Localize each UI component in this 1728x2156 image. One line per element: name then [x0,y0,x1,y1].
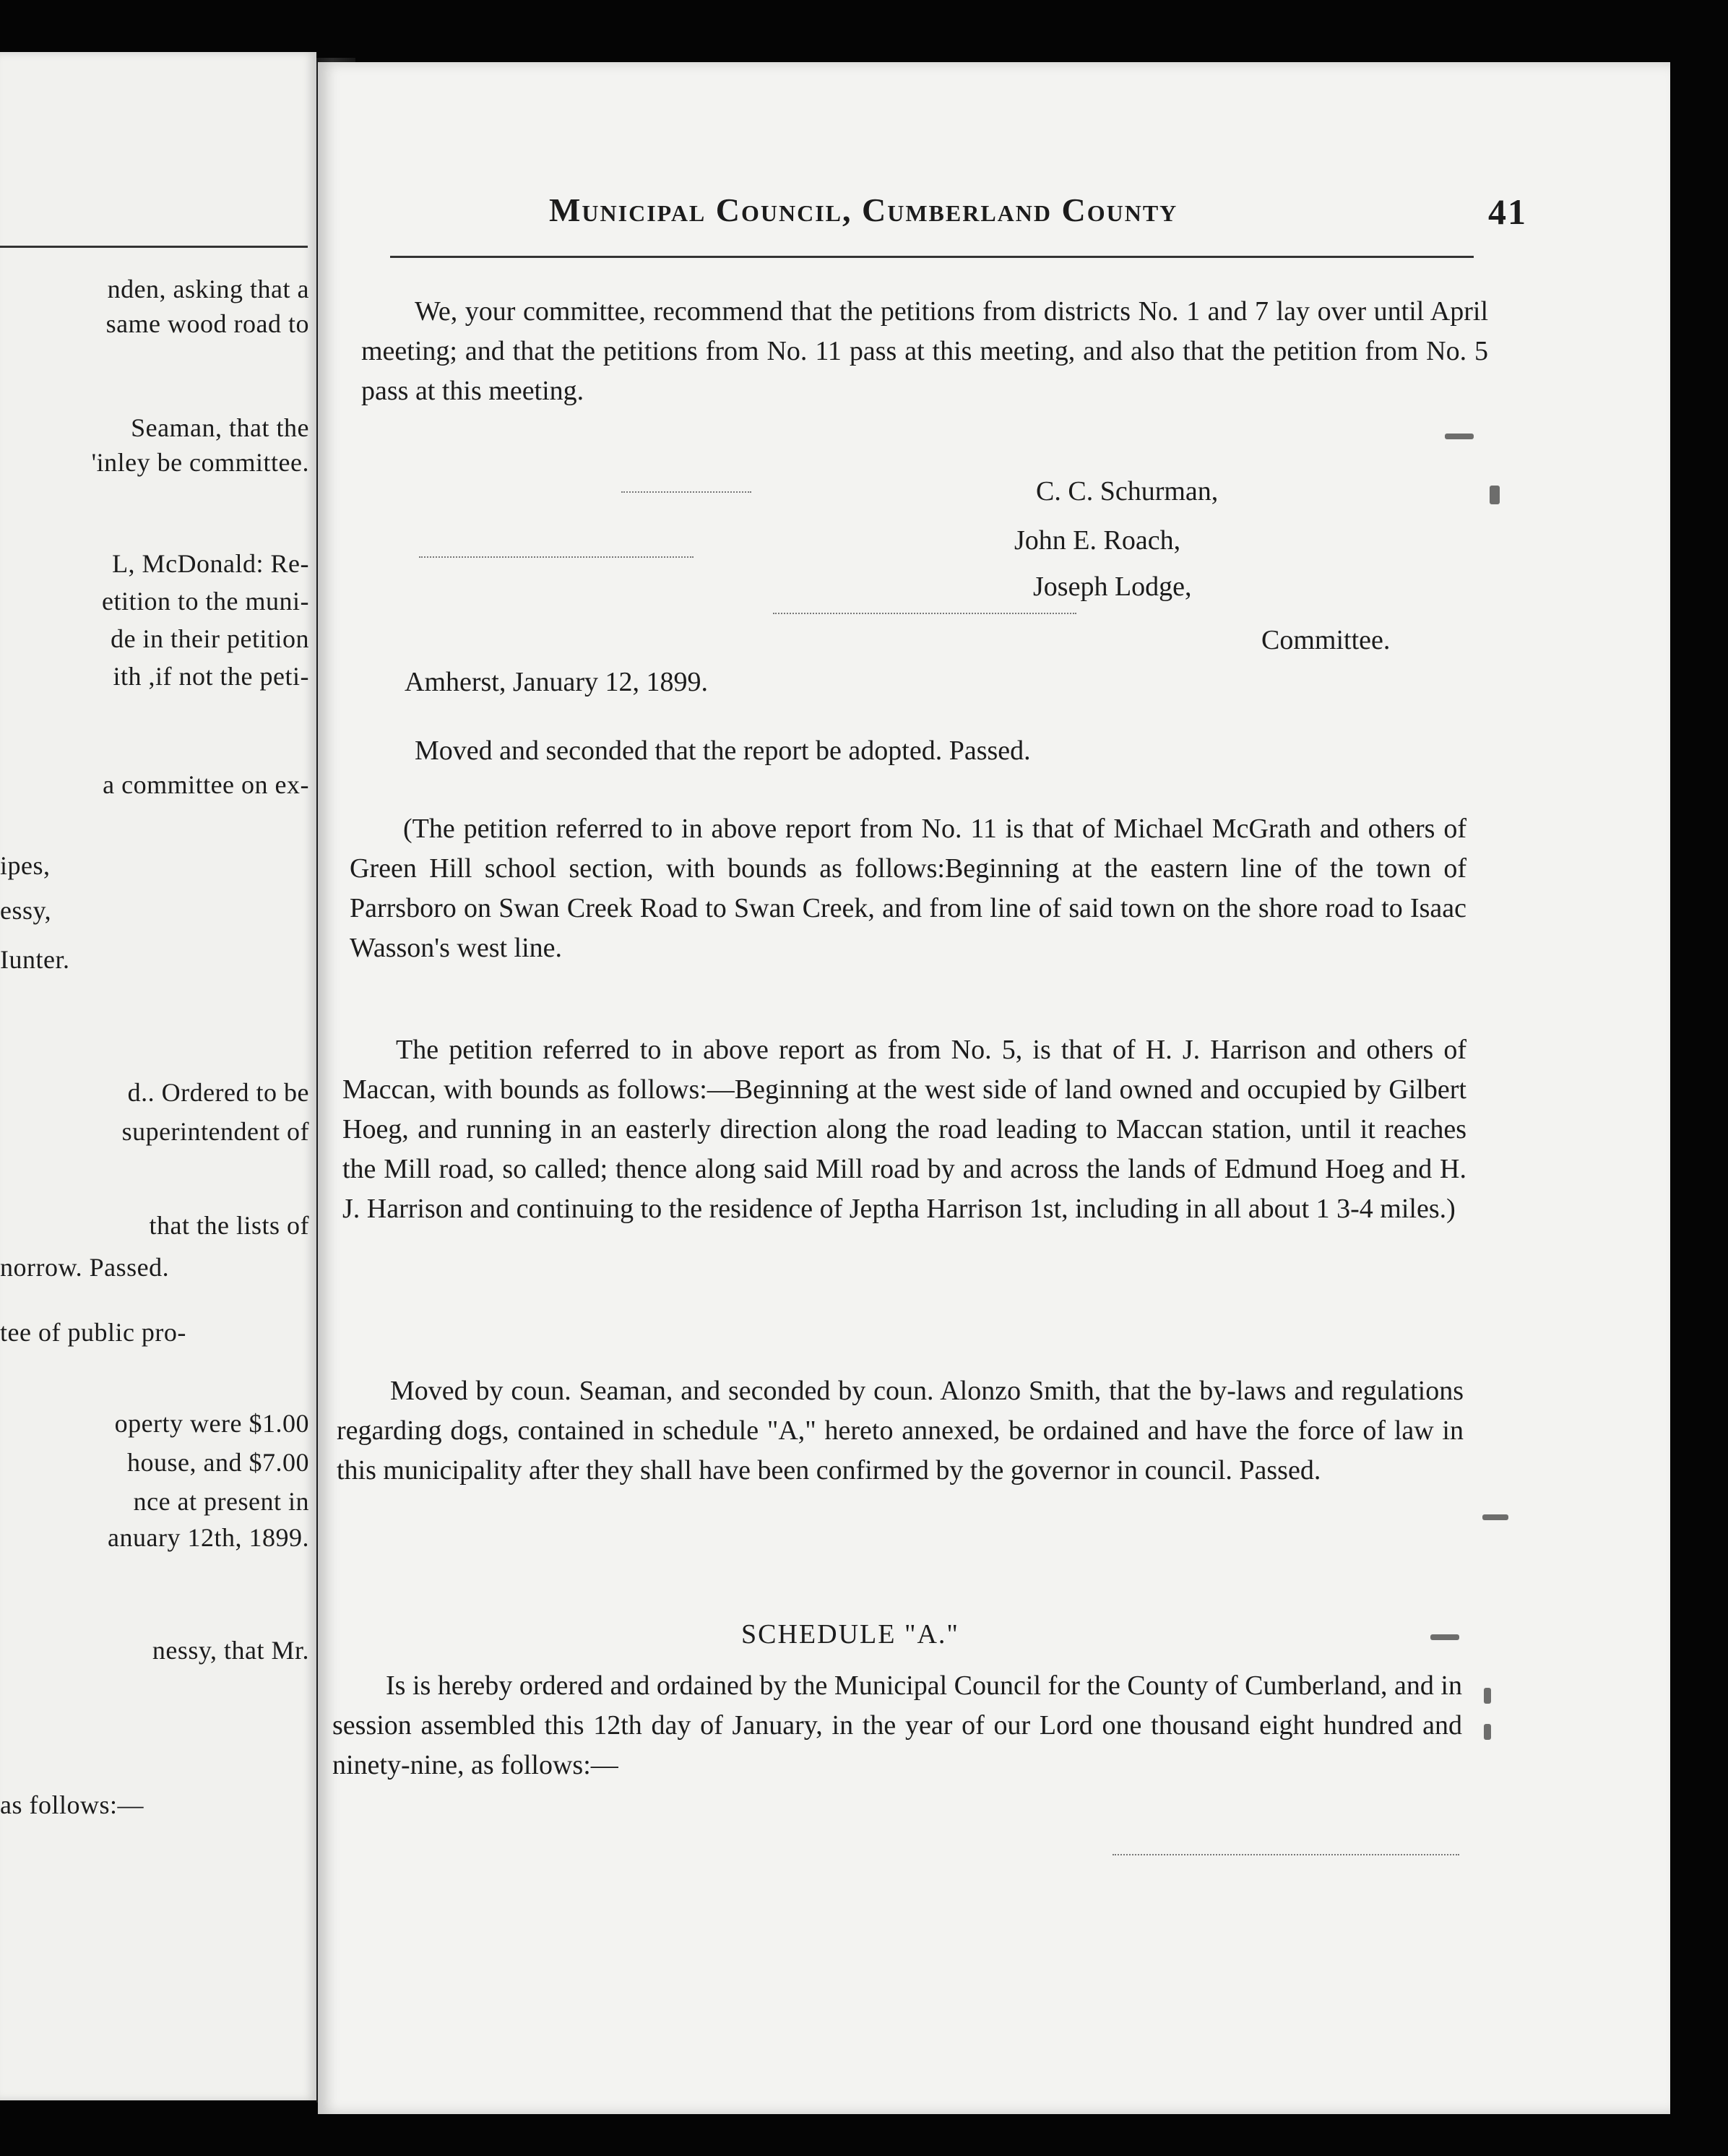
left-header-rule [0,246,308,248]
paragraph-dog-bylaws-motion: Moved by coun. Seaman, and seconded by coun. Alonzo Smith, that the by-laws and regulations regarding dogs, contained in schedule "A," hereto annexed, be ordained and have the force of law in this municipality after they shall have been confirmed by the governor in council. Passed. [337,1376,1464,1486]
ink-speck [1490,486,1500,504]
paragraph-committee-recommendation: We, your committee, recommend that the petitions from districts No. 1 and 7 lay over until April meeting; and that the petitions from No. 11 pass at this meeting, and also that the petition from No. 5 pass at this meeting. [361,296,1488,406]
ink-speck [1484,1688,1491,1704]
right-page [318,62,1670,2114]
signature-roach: John E. Roach, [1014,525,1181,556]
dotted-line [1113,1854,1459,1855]
signature-schurman: C. C. Schurman, [1036,476,1219,506]
paragraph-schedule-ordinance: Is is hereby ordered and ordained by the Municipal Council for the County of Cumberland, and in session assembled this 12th day of January, in the year of our Lord one thousand eight hundred and ninety-nine, as follows:— [332,1670,1462,1780]
paragraph-petition-no5: The petition referred to in above report as from No. 5, is that of H. J. Harrison and others of Maccan, with bounds as follows:—Beginning at the west side of land owned and occupied by Gilbert Hoeg, and running in an easterly direction along the road leading to Maccan station, until it reaches the Mill road, so called; thence along said Mill road by and across the lands of Edmund Hoeg and H. J. Harrison and continuing to the residence of Jeptha Harrison 1st, including in all about 1 3-4 miles.) [342,1035,1466,1224]
header-rule [390,256,1474,258]
page-number: 41 [1488,191,1527,232]
ink-speck [1430,1634,1459,1640]
ink-speck [1484,1724,1491,1740]
dotted-line [773,613,1076,614]
page-title: Municipal Council, Cumberland County [549,191,1178,228]
paragraph-petition-no11: (The petition referred to in above report from No. 11 is that of Michael McGrath and others of Green Hill school section, with bounds as follows:Beginning at the eastern line of the town of Parrsboro on Swan Creek Road to Swan Creek, and from line of said town on the shore road to Isaac Wasson's west line. [350,814,1466,963]
dotted-line [419,556,694,558]
ink-speck [1482,1514,1508,1520]
signature-lodge: Joseph Lodge, [1033,572,1192,602]
schedule-heading: SCHEDULE "A." [741,1619,959,1650]
dotted-line [621,491,751,493]
place-date: Amherst, January 12, 1899. [405,667,709,697]
committee-label: Committee. [1261,625,1391,655]
paragraph-motion-adopted: Moved and seconded that the report be adopted. Passed. [415,736,1031,766]
left-page-fragment: nden, asking that a same wood road to Seaman, that the 'inley be committee. L, McDonald: Re- etition to the muni- de in their petition ith ,if not the peti- a committee on ex- ipes, essy, Iunter. d.. Ordered to be superintendent of that the lists of norrow. Passed. tee of public pro- operty were $1.00 house, and $7.00 nce at present in anuary 12th, 1899. nessy, that Mr. as follows:— [0,52,316,2100]
ink-speck [1445,434,1474,439]
